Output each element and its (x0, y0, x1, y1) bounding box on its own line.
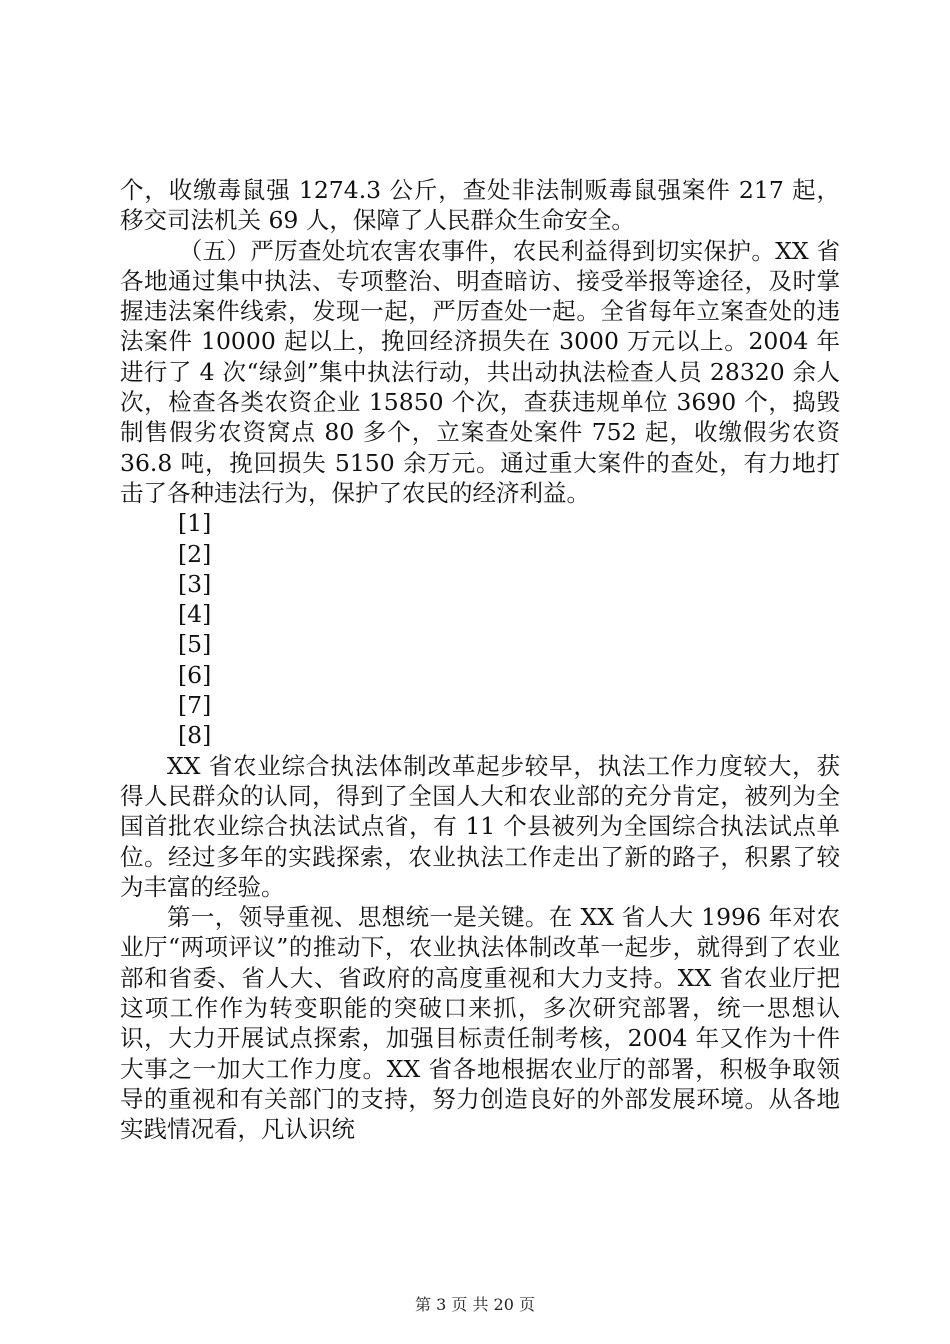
page-footer: 第 3 页 共 20 页 (415, 1295, 535, 1314)
reference-4: [4] (178, 600, 212, 629)
reference-6: [6] (178, 660, 212, 689)
paragraph-1: 个，收缴毒鼠强 1274.3 公斤，查处非法制贩毒鼠强案件 217 起，移交司法机关 69 人，保障了人民群众生命安全。 (120, 176, 840, 235)
reference-3: [3] (178, 569, 212, 598)
paragraph-4: 第一，领导重视、思想统一是关键。在 XX 省人大 1996 年对农业厅“两项评议”的推动下，农业执法体制改革一起步，就得到了农业部和省委、省人大、省政府的高度重视和大力支持。XX 省农业厅把这项工作作为转变职能的突破口来抓，多次研究部署，统一思想认识，大力开展试点探索，加强目标责任制考核，2004 年又作为十件大事之一加大工作力度。XX 省各地根据农业厅的部署，积极争取领导的重视和有关部门的支持，努力创造良好的外部发展环境。从各地实践情况看，凡认识统 (120, 903, 840, 1144)
reference-1: [1] (178, 509, 212, 538)
document-body (120, 175, 840, 1145)
paragraph-2: （五）严厉查处坑农害农事件，农民利益得到切实保护。XX 省各地通过集中执法、专项整治、明查暗访、接受举报等途径，及时掌握违法案件线索，发现一起，严厉查处一起。全省每年立案查处的违法案件 10000 起以上，挽回经济损失在 3000 万元以上。2004 年进行了 4 次“绿剑”集中执法行动，共出动执法检查人员 28320 余人次，检查各类农资企业 15850 个次，查获违规单位 3690 个，捣毁制售假劣农资窝点 80 多个，立案查处案件 752 起，收缴假劣农资 36.8 吨，挽回损失 5150 余万元。通过重大案件的查处，有力地打击了各种违法行为，保护了农民的经济利益。 (120, 236, 840, 507)
reference-7: [7] (178, 691, 212, 720)
reference-8: [8] (178, 721, 212, 750)
reference-2: [2] (178, 539, 212, 568)
reference-5: [5] (178, 630, 212, 659)
paragraph-3: XX 省农业综合执法体制改革起步较早，执法工作力度较大，获得人民群众的认同，得到了全国人大和农业部的充分肯定，被列为全国首批农业综合执法试点省，有 11 个县被列为全国综合执法试点单位。经过多年的实践探索，农业执法工作走出了新的路子，积累了较为丰富的经验。 (120, 751, 840, 901)
